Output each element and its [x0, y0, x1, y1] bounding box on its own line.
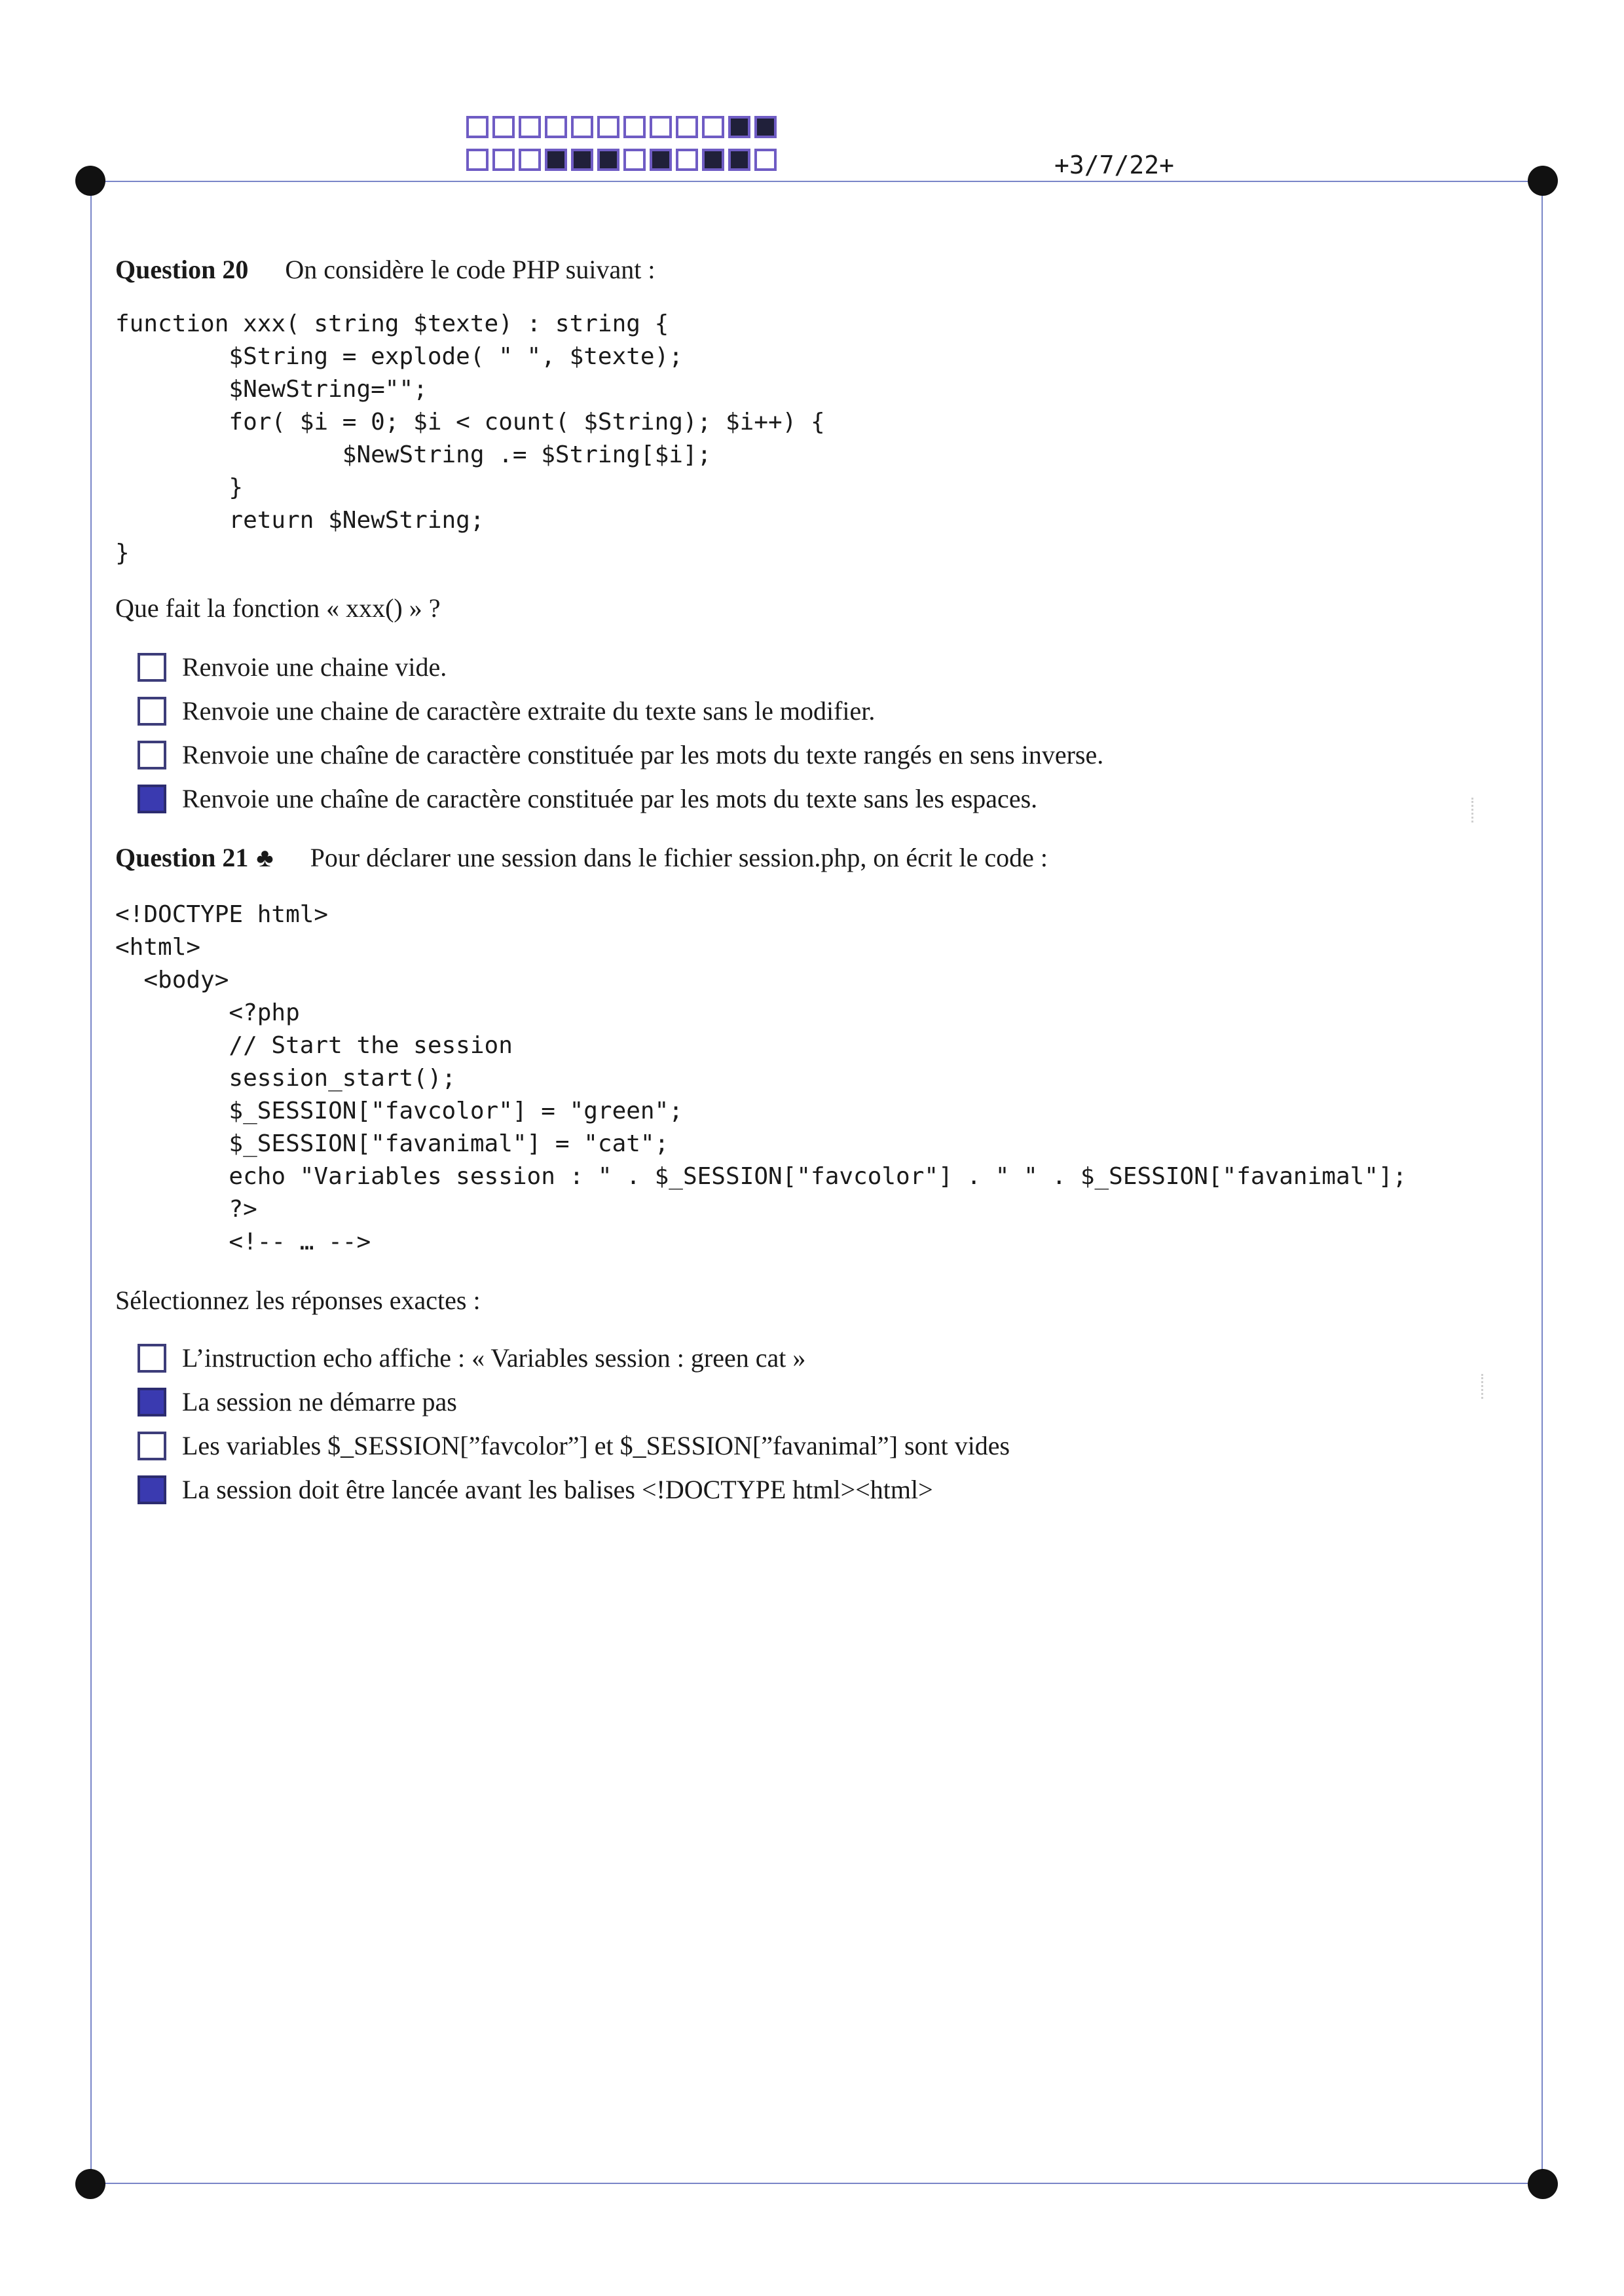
- question-20-header: [115, 254, 655, 285]
- barcode-bit: [545, 116, 567, 138]
- answer-label: La session doit être lancée avant les balises <!DOCTYPE html><html>: [182, 1475, 933, 1504]
- barcode-bit: [650, 116, 672, 138]
- barcode-bit: [466, 149, 489, 171]
- answer-option: [138, 1424, 1010, 1468]
- answer-option: [138, 1468, 1010, 1511]
- question-21-label: Question 21: [115, 843, 249, 872]
- corner-marker-bottom-left: [75, 2169, 105, 2199]
- barcode-bit: [623, 149, 646, 171]
- answer-checkbox[interactable]: [138, 1475, 166, 1504]
- answer-label: L’instruction echo affiche : « Variables session : green cat »: [182, 1343, 806, 1373]
- barcode-bit: [623, 116, 646, 138]
- barcode-row-1: [466, 116, 781, 138]
- question-21-prompt: Pour déclarer une session dans le fichier session.php, on écrit le code :: [310, 843, 1048, 872]
- answer-checkbox[interactable]: [138, 697, 166, 726]
- answer-option: [138, 1336, 1010, 1380]
- barcode-bit: [702, 116, 724, 138]
- barcode-bit: [571, 149, 593, 171]
- barcode-bit: [728, 149, 750, 171]
- barcode-bit: [597, 116, 619, 138]
- answer-label: Renvoie une chaîne de caractère constituée par les mots du texte sans les espaces.: [182, 784, 1038, 813]
- barcode-bit: [466, 116, 489, 138]
- answer-option: [138, 733, 1103, 777]
- barcode-bit: [492, 116, 515, 138]
- answer-label: Renvoie une chaîne de caractère constituée par les mots du texte rangés en sens inverse.: [182, 740, 1104, 769]
- scan-smudge: [1481, 1374, 1492, 1399]
- corner-marker-top-right: [1528, 166, 1558, 196]
- question-20-text: Que fait la fonction « xxx() » ?: [115, 593, 441, 623]
- answer-label: Les variables $_SESSION[”favcolor”] et $_SESSION[”favanimal”] sont vides: [182, 1431, 1010, 1460]
- answer-checkbox[interactable]: [138, 1432, 166, 1460]
- question-20-prompt: On considère le code PHP suivant :: [285, 255, 655, 284]
- page-id: +3/7/22+: [1054, 151, 1175, 179]
- question-21-code: <!DOCTYPE html> <html> <body> <?php // Start the session session_start(); $_SESSION["favcolor"] = "green"; $_SESSION["favanimal"] = "cat"; echo "Variables session : " . $_SESSION["favcolor"] . " " . $_SESSION["favanimal"]; ?> <!-- … -->: [115, 901, 1407, 1255]
- barcode-bit: [545, 149, 567, 171]
- answer-checkbox[interactable]: [138, 785, 166, 813]
- barcode-bit: [519, 149, 541, 171]
- answer-option: [138, 1380, 1010, 1424]
- barcode-bit: [754, 116, 777, 138]
- answer-checkbox[interactable]: [138, 1344, 166, 1373]
- barcode-bit: [519, 116, 541, 138]
- barcode-bit: [676, 116, 698, 138]
- barcode-bit: [650, 149, 672, 171]
- scan-smudge: [1471, 798, 1483, 823]
- question-21-header: [115, 842, 1048, 873]
- barcode-bit: [492, 149, 515, 171]
- barcode-bit: [676, 149, 698, 171]
- corner-marker-bottom-right: [1528, 2169, 1558, 2199]
- barcode-bit: [571, 116, 593, 138]
- barcode-bit: [702, 149, 724, 171]
- answer-checkbox[interactable]: [138, 741, 166, 769]
- answer-label: Renvoie une chaine de caractère extraite du texte sans le modifier.: [182, 696, 876, 726]
- answer-option: [138, 689, 1103, 733]
- answer-option: [138, 645, 1103, 689]
- barcode-bit: [754, 149, 777, 171]
- question-20-label: Question 20: [115, 255, 249, 284]
- question-21-answers: [138, 1336, 1010, 1511]
- club-icon: ♣: [256, 843, 274, 872]
- barcode-bit: [728, 116, 750, 138]
- question-21-text: Sélectionnez les réponses exactes :: [115, 1286, 481, 1315]
- answer-checkbox[interactable]: [138, 653, 166, 682]
- corner-marker-top-left: [75, 166, 105, 196]
- question-20-answers: [138, 645, 1103, 821]
- barcode-bit: [597, 149, 619, 171]
- answer-label: La session ne démarre pas: [182, 1387, 457, 1416]
- answer-label: Renvoie une chaine vide.: [182, 652, 447, 682]
- question-20-code: function xxx( string $texte) : string { $String = explode( " ", $texte); $NewString=""; for( $i = 0; $i < count( $String); $i++) { $NewString .= $String[$i]; } return $NewString; }: [115, 310, 825, 566]
- answer-checkbox[interactable]: [138, 1388, 166, 1416]
- barcode-row-2: [466, 149, 781, 171]
- answer-option: [138, 777, 1103, 821]
